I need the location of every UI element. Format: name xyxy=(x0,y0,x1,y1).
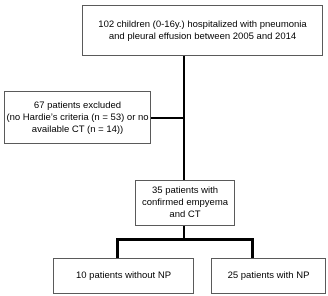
box-enrolled-children xyxy=(82,5,323,56)
enrolled-line-1: 102 children (0-16y.) hospitalized with pneumonia xyxy=(98,18,307,30)
connector-right-drop xyxy=(251,238,254,260)
without-np-label: 10 patients without NP xyxy=(75,270,172,281)
connector-left-drop xyxy=(116,238,119,260)
excluded-line-3: available CT (n = 14)) xyxy=(31,123,124,135)
confirmed-line-1: 35 patients with xyxy=(151,185,218,196)
connector-excluded-branch xyxy=(150,117,184,119)
excluded-line-1: 67 patients excluded xyxy=(33,99,122,111)
box-with-np xyxy=(211,258,326,294)
box-confirmed-empyema xyxy=(135,180,235,226)
excluded-line-2: (no Hardie’s criteria (n = 53) or no xyxy=(6,111,149,123)
connector-confirmed-down xyxy=(183,225,185,239)
box-without-np xyxy=(53,258,194,294)
box-excluded-patients xyxy=(4,91,151,144)
connector-split-horizontal xyxy=(116,238,254,241)
confirmed-line-3: and CT xyxy=(169,209,201,220)
confirmed-line-2: confirmed empyema xyxy=(141,197,229,208)
with-np-label: 25 patients with NP xyxy=(227,270,310,281)
enrolled-line-2: and pleural effusion between 2005 and 2014 xyxy=(108,30,297,42)
